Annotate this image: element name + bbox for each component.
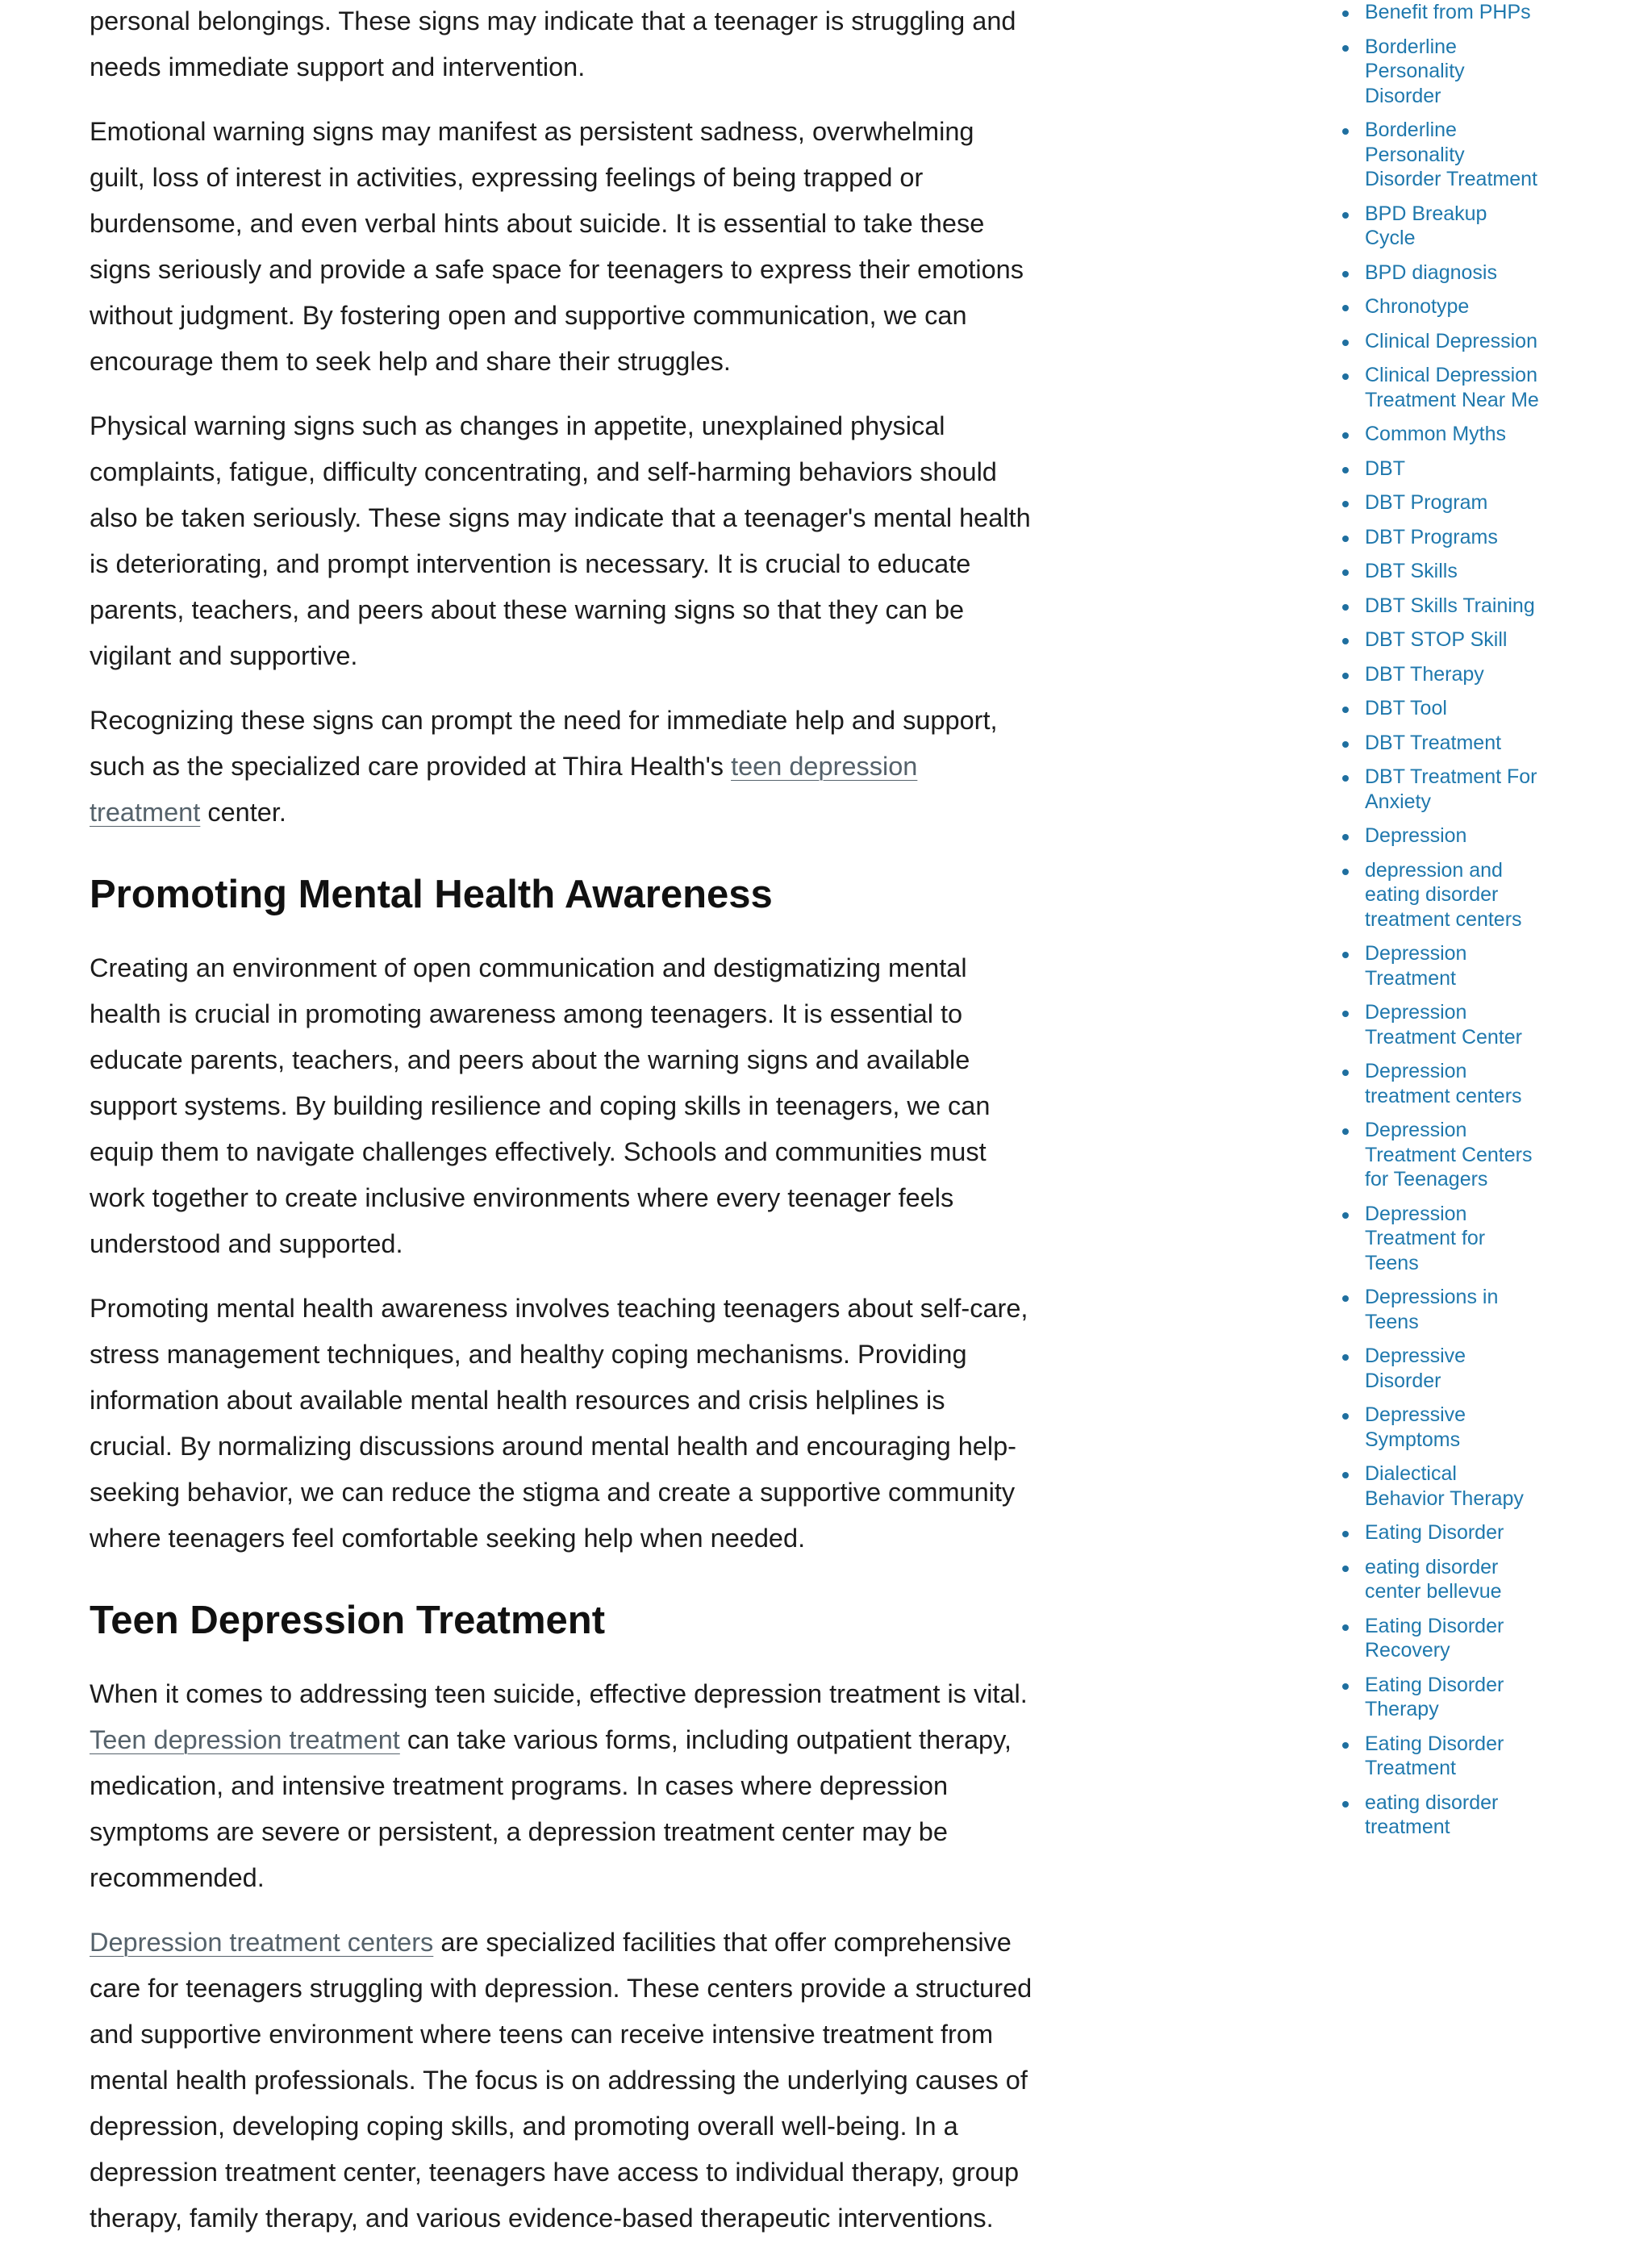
category-item bbox=[1339, 731, 1541, 756]
category-item bbox=[1339, 457, 1541, 482]
category-item bbox=[1339, 1285, 1541, 1334]
paragraph-recognizing-signs bbox=[90, 698, 1033, 836]
heading-mental-health-awareness: Promoting Mental Health Awareness bbox=[90, 873, 773, 916]
category-item bbox=[1339, 1202, 1541, 1276]
category-link[interactable]: DBT Therapy bbox=[1365, 662, 1484, 686]
category-link[interactable]: DBT Program bbox=[1365, 491, 1488, 514]
category-link[interactable]: Eating Disorder Recovery bbox=[1365, 1614, 1504, 1662]
category-item bbox=[1339, 490, 1541, 515]
category-item bbox=[1339, 696, 1541, 721]
category-link[interactable]: eating disorder center bellevue bbox=[1365, 1555, 1502, 1603]
category-link[interactable]: Depressions in Teens bbox=[1365, 1286, 1499, 1333]
category-item bbox=[1339, 261, 1541, 286]
category-item bbox=[1339, 858, 1541, 932]
category-item bbox=[1339, 1118, 1541, 1192]
category-link[interactable]: DBT Skills Training bbox=[1365, 594, 1535, 617]
category-item bbox=[1339, 1403, 1541, 1452]
text-segment: When it comes to addressing teen suicide, effective depression treatment is vital. bbox=[90, 1679, 1028, 1708]
category-item bbox=[1339, 628, 1541, 653]
category-item bbox=[1339, 594, 1541, 619]
category-item bbox=[1339, 1059, 1541, 1108]
category-link[interactable]: Chronotype bbox=[1365, 295, 1470, 318]
category-link[interactable]: Common Myths bbox=[1365, 423, 1507, 445]
category-link[interactable]: Eating Disorder Therapy bbox=[1365, 1673, 1504, 1720]
category-item bbox=[1339, 1732, 1541, 1781]
category-item bbox=[1339, 329, 1541, 354]
category-link[interactable]: Depression bbox=[1365, 824, 1467, 847]
paragraph-treatment-1 bbox=[90, 1671, 1033, 1901]
category-link[interactable]: DBT Skills bbox=[1365, 560, 1458, 582]
category-link[interactable]: Borderline Personality Disorder bbox=[1365, 35, 1465, 107]
category-item bbox=[1339, 118, 1541, 192]
sidebar-category-list bbox=[1339, 0, 1541, 1849]
category-item bbox=[1339, 1461, 1541, 1511]
category-item bbox=[1339, 662, 1541, 687]
category-item bbox=[1339, 422, 1541, 447]
category-link[interactable]: Depression Treatment for Teens bbox=[1365, 1202, 1486, 1274]
text-segment: center. bbox=[200, 798, 286, 827]
category-item bbox=[1339, 0, 1541, 25]
text-segment: Recognizing these signs can prompt the need for immediate help and support, such as the specialized care provided at Thira Health's bbox=[90, 706, 998, 781]
article-body bbox=[90, 0, 1033, 2260]
category-link[interactable]: BPD Breakup Cycle bbox=[1365, 202, 1487, 249]
teen-depression-treatment-link[interactable]: teen depression treatment bbox=[90, 752, 918, 827]
paragraph-physical-signs: Physical warning signs such as changes in appetite, unexplained physical complaints, fatigue, difficulty concentrating, and self-harming behaviors should also be taken seriously. These signs may indicate that a teenager's mental health is deteriorating, and prompt intervention is necessary. It is crucial to educate parents, teachers, and peers about these warning signs so that they can be vigilant and supportive. bbox=[90, 411, 1031, 670]
category-item bbox=[1339, 1520, 1541, 1545]
category-link[interactable]: Depressive Disorder bbox=[1365, 1345, 1466, 1392]
category-item bbox=[1339, 363, 1541, 412]
category-link[interactable]: Borderline Personality Disorder Treatment bbox=[1365, 119, 1537, 190]
category-item bbox=[1339, 941, 1541, 990]
category-link[interactable]: Clinical Depression bbox=[1365, 329, 1537, 352]
category-link[interactable]: BPD diagnosis bbox=[1365, 261, 1497, 284]
category-link[interactable]: DBT Treatment bbox=[1365, 731, 1502, 754]
teen-depression-treatment-link-2[interactable]: Teen depression treatment bbox=[90, 1725, 400, 1754]
category-link[interactable]: DBT bbox=[1365, 457, 1405, 480]
paragraph-awareness-2: Promoting mental health awareness involves teaching teenagers about self-care, stress management techniques, and healthy coping mechanisms. Providing information about available mental health resources and crisis helplines is crucial. By normalizing discussions around mental health and encouraging help-seeking behavior, we can reduce the stigma and create a supportive community where teenagers feel comfortable seeking help when needed. bbox=[90, 1294, 1028, 1553]
paragraph-treatment-2 bbox=[90, 1920, 1033, 2241]
category-link[interactable]: DBT Programs bbox=[1365, 525, 1498, 548]
depression-treatment-centers-link[interactable]: Depression treatment centers bbox=[90, 1928, 434, 1957]
category-link[interactable]: Depressive Symptoms bbox=[1365, 1403, 1466, 1451]
category-item bbox=[1339, 525, 1541, 550]
category-link[interactable]: DBT Tool bbox=[1365, 697, 1447, 719]
category-link[interactable]: Depression treatment centers bbox=[1365, 1060, 1522, 1107]
category-link[interactable]: Dialectical Behavior Therapy bbox=[1365, 1462, 1524, 1510]
category-item bbox=[1339, 1614, 1541, 1663]
category-link[interactable]: Clinical Depression Treatment Near Me bbox=[1365, 364, 1539, 411]
category-link[interactable]: Eating Disorder Treatment bbox=[1365, 1732, 1504, 1779]
category-item bbox=[1339, 1791, 1541, 1840]
text-segment: can take various forms, including outpatient therapy, medication, and intensive treatment programs. In cases where depression symptoms are severe or persistent, a depression treatment center may be recommended. bbox=[90, 1725, 1012, 1892]
category-item bbox=[1339, 1344, 1541, 1393]
category-item bbox=[1339, 1673, 1541, 1722]
category-item bbox=[1339, 202, 1541, 251]
paragraph-emotional-signs: Emotional warning signs may manifest as persistent sadness, overwhelming guilt, loss of interest in activities, expressing feelings of being trapped or burdensome, and even verbal hints about suicide. It is essential to take these signs seriously and provide a safe space for teenagers to express their emotions without judgment. By fostering open and supportive communication, we can encourage them to seek help and share their struggles. bbox=[90, 117, 1024, 376]
category-item bbox=[1339, 35, 1541, 109]
category-list bbox=[1339, 0, 1541, 1840]
category-link[interactable]: Depression Treatment bbox=[1365, 942, 1467, 990]
category-item bbox=[1339, 824, 1541, 849]
category-item bbox=[1339, 294, 1541, 319]
paragraph-awareness-1: Creating an environment of open communication and destigmatizing mental health is crucial in promoting awareness among teenagers. It is essential to educate parents, teachers, and peers about the warning signs and available support systems. By building resilience and coping skills in teenagers, we can equip them to navigate challenges effectively. Schools and communities must work together to create inclusive environments where every teenager feels understood and supported. bbox=[90, 953, 991, 1258]
category-item bbox=[1339, 1000, 1541, 1049]
category-item bbox=[1339, 1555, 1541, 1604]
paragraph-intro: personal belongings. These signs may indicate that a teenager is struggling and needs immediate support and intervention. bbox=[90, 6, 1016, 81]
category-item bbox=[1339, 559, 1541, 584]
category-link[interactable]: Depression Treatment Center bbox=[1365, 1001, 1522, 1049]
category-link[interactable]: eating disorder treatment bbox=[1365, 1791, 1499, 1838]
text-segment: are specialized facilities that offer comprehensive care for teenagers struggling with depression. These centers provide a structured and supportive environment where teens can receive intensive treatment from mental health professionals. The focus is on addressing the underlying causes of depression, developing coping skills, and promoting overall well-being. In a depression treatment center, teenagers have access to individual therapy, group therapy, family therapy, and various evidence-based therapeutic interventions. bbox=[90, 1928, 1032, 2233]
category-link[interactable]: depression and eating disorder treatment centers bbox=[1365, 858, 1522, 931]
category-link[interactable]: DBT Treatment For Anxiety bbox=[1365, 765, 1537, 813]
category-link[interactable]: Depression Treatment Centers for Teenagers bbox=[1365, 1119, 1533, 1190]
heading-teen-depression-treatment: Teen Depression Treatment bbox=[90, 1599, 606, 1642]
category-link[interactable]: DBT STOP Skill bbox=[1365, 628, 1508, 651]
category-link[interactable]: Eating Disorder bbox=[1365, 1521, 1504, 1544]
category-link[interactable]: Benefit from PHPs bbox=[1365, 1, 1531, 23]
category-item bbox=[1339, 765, 1541, 814]
